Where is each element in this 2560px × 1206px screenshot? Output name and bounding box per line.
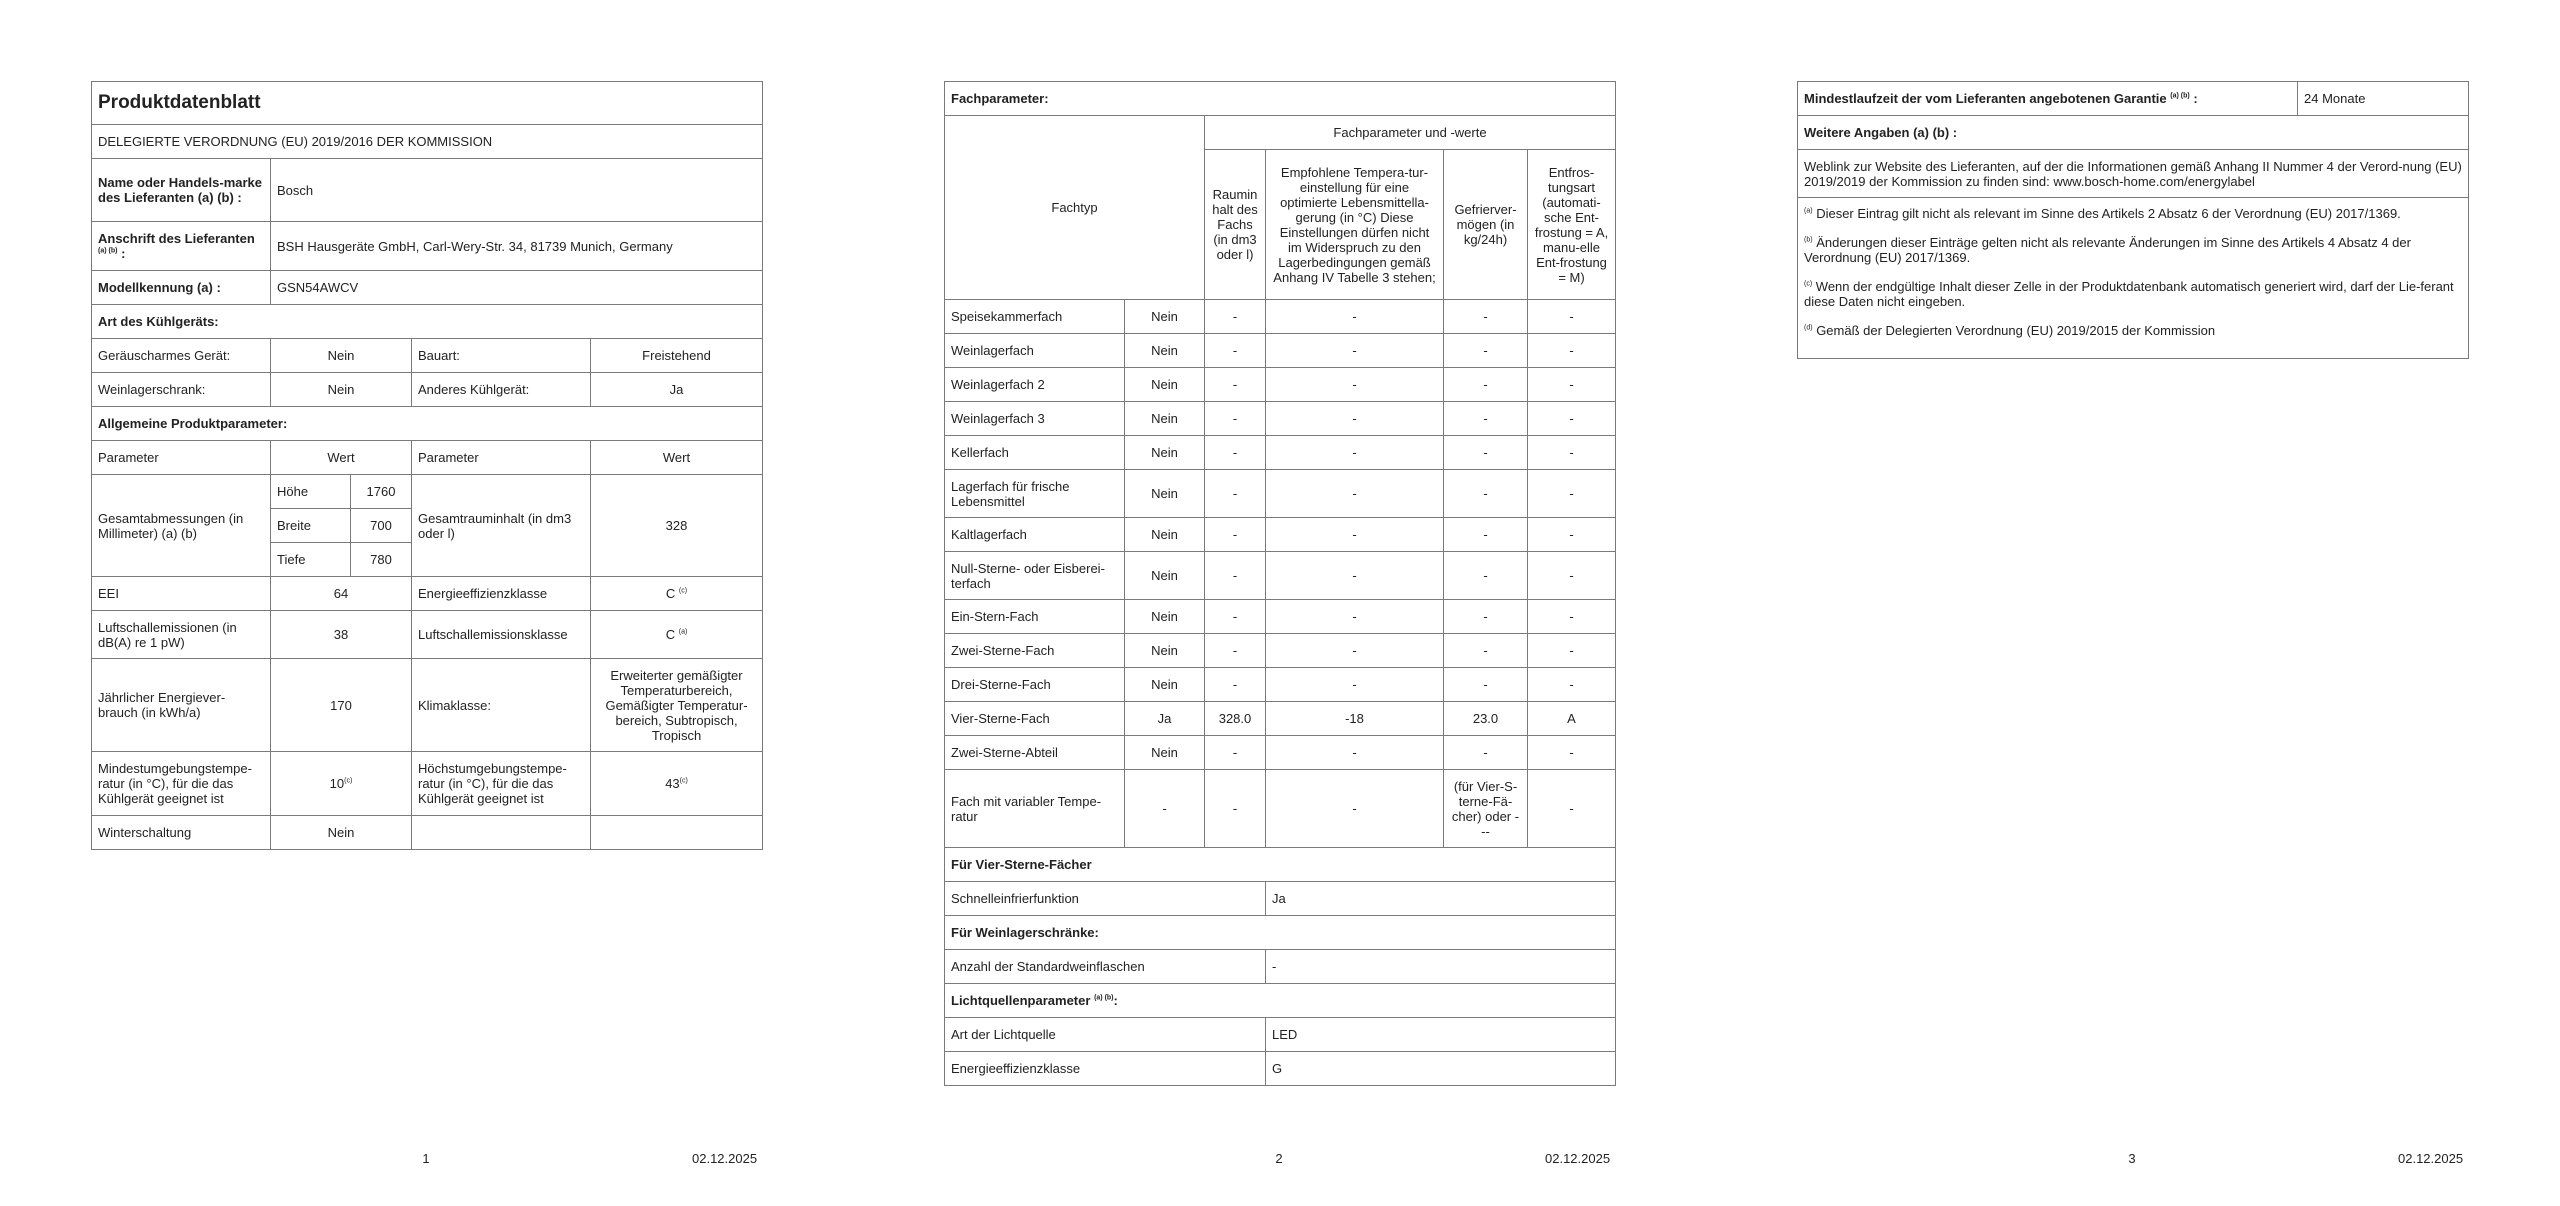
noise-label: Luftschallemissionen (in dB(A) re 1 pW) <box>92 611 271 659</box>
footnote-marker: (a) (b) <box>2170 92 2190 100</box>
other-appliance-label: Anderes Kühlgerät: <box>412 373 591 407</box>
col-header-value: Wert <box>271 441 412 475</box>
footnote-marker: (c) <box>1804 280 1813 288</box>
compartment-temperature: - <box>1266 736 1444 770</box>
compartment-volume: - <box>1205 600 1266 634</box>
noise-class-value: C $^{(a)}$ <box>591 611 763 659</box>
warranty-value: 24 Monate <box>2298 82 2469 116</box>
section-header-four-star: Für Vier-Sterne-Fächer <box>945 848 1616 882</box>
footnote-marker: (b) <box>1804 236 1813 244</box>
page-date: 02.12.2025 <box>2398 1151 2464 1166</box>
compartment-freezing: - <box>1444 368 1528 402</box>
compartment-freezing: - <box>1444 736 1528 770</box>
compartment-present: Nein <box>1125 668 1205 702</box>
footnote-list <box>1804 206 2462 338</box>
compartment-freezing: - <box>1444 634 1528 668</box>
width-value: 700 <box>351 509 412 543</box>
footnote-marker: (a) <box>1804 207 1813 215</box>
compartment-present: Nein <box>1125 634 1205 668</box>
compartment-row <box>945 300 1616 334</box>
winter-value: Nein <box>271 816 412 850</box>
light-class-value: G <box>1266 1052 1616 1086</box>
depth-label: Tiefe <box>271 543 351 577</box>
footnote-text: Dieser Eintrag gilt nicht als relevant im Sinne des Artikels 2 Absatz 6 der Verordnung (EU) 2017/1369. <box>1816 206 2401 221</box>
volume-value: 328 <box>591 475 763 577</box>
model-label: Modellkennung (a) : <box>92 271 271 305</box>
bottles-label: Anzahl der Standardweinflaschen <box>945 950 1266 984</box>
col-header-volume: Raumin halt des Fachs (in dm3 oder l) <box>1205 150 1266 300</box>
compartment-present: Nein <box>1125 518 1205 552</box>
wine-cabinet-label: Weinlagerschrank: <box>92 373 271 407</box>
quick-freeze-value: Ja <box>1266 882 1616 916</box>
compartment-temperature: - <box>1266 470 1444 518</box>
compartment-temperature: - <box>1266 436 1444 470</box>
col-group-header: Fachparameter und -werte <box>1205 116 1616 150</box>
compartment-present: Nein <box>1125 600 1205 634</box>
compartment-temperature: - <box>1266 368 1444 402</box>
compartment-volume: - <box>1205 334 1266 368</box>
section-header-general: Allgemeine Produktparameter: <box>92 407 763 441</box>
winter-label: Winterschaltung <box>92 816 271 850</box>
empty-cell <box>412 816 591 850</box>
compartment-row <box>945 518 1616 552</box>
page-title: Produktdatenblatt <box>92 82 763 125</box>
max-temp-value: 43$^{(c)}$ <box>591 752 763 816</box>
section-header-type: Art des Kühlgeräts: <box>92 305 763 339</box>
footnote-marker: (c) <box>678 587 688 595</box>
height-value: 1760 <box>351 475 412 509</box>
compartment-name: Speisekammerfach <box>945 300 1125 334</box>
compartment-freezing: - <box>1444 300 1528 334</box>
compartment-name: Zwei-Sterne-Abteil <box>945 736 1125 770</box>
col-header-parameter: Parameter <box>92 441 271 475</box>
compartment-name: Null-Sterne- oder Eisberei-terfach <box>945 552 1125 600</box>
empty-cell <box>591 816 763 850</box>
col-header-freezing: Gefrierver-mögen (in kg/24h) <box>1444 150 1528 300</box>
build-value: Freistehend <box>591 339 763 373</box>
footnotes <box>1798 198 2469 359</box>
footnote-marker: (a) (b) <box>1094 994 1114 1002</box>
energy-class-value: C $^{(c)}$ <box>591 577 763 611</box>
wine-cabinet-value: Nein <box>271 373 412 407</box>
annual-consumption-label: Jährlicher Energiever-brauch (in kWh/a) <box>92 659 271 752</box>
additional-info-table <box>1797 81 2469 359</box>
compartment-defrost: - <box>1528 770 1616 848</box>
datasheet-page-2 <box>944 81 1615 1086</box>
compartment-volume: - <box>1205 736 1266 770</box>
compartment-name: Drei-Sterne-Fach <box>945 668 1125 702</box>
compartment-freezing: - <box>1444 402 1528 436</box>
compartment-name: Lagerfach für frische Lebensmittel <box>945 470 1125 518</box>
compartment-freezing: - <box>1444 668 1528 702</box>
other-appliance-value: Ja <box>591 373 763 407</box>
compartment-defrost: - <box>1528 368 1616 402</box>
compartment-present: Nein <box>1125 368 1205 402</box>
compartment-freezing: - <box>1444 600 1528 634</box>
compartment-volume: - <box>1205 470 1266 518</box>
compartment-row <box>945 334 1616 368</box>
noise-class-label: Luftschallemissionsklasse <box>412 611 591 659</box>
compartment-rows <box>945 300 1616 848</box>
max-temp-label: Höchstumgebungstempe-ratur (in °C), für die das Kühlgerät geeignet ist <box>412 752 591 816</box>
section-header-compartments: Fachparameter: <box>945 82 1616 116</box>
compartment-volume: - <box>1205 300 1266 334</box>
compartment-volume: - <box>1205 402 1266 436</box>
footnote-text: Gemäß der Delegierten Verordnung (EU) 2019/2015 der Kommission <box>1816 323 2216 338</box>
compartment-defrost: - <box>1528 600 1616 634</box>
footnote-marker: (a) <box>678 628 688 636</box>
compartment-row <box>945 402 1616 436</box>
compartment-temperature: - <box>1266 402 1444 436</box>
quiet-value: Nein <box>271 339 412 373</box>
compartment-row <box>945 770 1616 848</box>
climate-class-value: Erweiterter gemäßigter Temperaturbereich, Gemäßigter Temperatur-bereich, Subtropisch, Tropisch <box>591 659 763 752</box>
build-label: Bauart: <box>412 339 591 373</box>
quiet-label: Geräuscharmes Gerät: <box>92 339 271 373</box>
section-header-more-info: Weitere Angaben (a) (b) : <box>1798 116 2469 150</box>
compartment-temperature: - <box>1266 600 1444 634</box>
page-date: 02.12.2025 <box>1545 1151 1611 1166</box>
compartment-temperature: -18 <box>1266 702 1444 736</box>
compartment-defrost: A <box>1528 702 1616 736</box>
col-header-parameter: Parameter <box>412 441 591 475</box>
page-number: 2 <box>1275 1151 1283 1166</box>
compartment-defrost: - <box>1528 518 1616 552</box>
compartment-volume: - <box>1205 770 1266 848</box>
compartment-defrost: - <box>1528 668 1616 702</box>
compartment-name: Weinlagerfach 3 <box>945 402 1125 436</box>
product-datasheet-table <box>91 81 763 850</box>
height-label: Höhe <box>271 475 351 509</box>
compartment-present: Nein <box>1125 402 1205 436</box>
min-temp-label: Mindestumgebungstempe-ratur (in °C), für die das Kühlgerät geeignet ist <box>92 752 271 816</box>
compartment-name: Weinlagerfach 2 <box>945 368 1125 402</box>
footnote <box>1804 206 2462 221</box>
footnote-marker: (a) (b) <box>98 247 118 255</box>
light-type-value: LED <box>1266 1018 1616 1052</box>
noise-value: 38 <box>271 611 412 659</box>
compartment-defrost: - <box>1528 300 1616 334</box>
col-header-temperature: Empfohlene Tempera-tur-einstellung für eine optimierte Lebensmittella-gerung (in °C) Diese Einstellungen dürfen nicht im Widerspruch zu den Lagerbedingungen gemäß Anhang IV Tabelle 3 stehen; <box>1266 150 1444 300</box>
compartment-temperature: - <box>1266 770 1444 848</box>
compartment-temperature: - <box>1266 552 1444 600</box>
compartment-name: Kellerfach <box>945 436 1125 470</box>
light-class-label: Energieeffizienzklasse <box>945 1052 1266 1086</box>
compartment-present: Nein <box>1125 736 1205 770</box>
quick-freeze-label: Schnelleinfrierfunktion <box>945 882 1266 916</box>
compartment-row <box>945 702 1616 736</box>
compartment-defrost: - <box>1528 470 1616 518</box>
volume-label: Gesamtrauminhalt (in dm3 oder l) <box>412 475 591 577</box>
warranty-label: Mindestlaufzeit der vom Lieferanten angebotenen Garantie $^{(a) (b)}$ : <box>1798 82 2298 116</box>
width-label: Breite <box>271 509 351 543</box>
compartment-defrost: - <box>1528 402 1616 436</box>
compartment-temperature: - <box>1266 634 1444 668</box>
compartment-present: Nein <box>1125 300 1205 334</box>
compartment-volume: - <box>1205 634 1266 668</box>
compartment-temperature: - <box>1266 300 1444 334</box>
footnote <box>1804 323 2462 338</box>
model-value: GSN54AWCV <box>271 271 763 305</box>
light-type-label: Art der Lichtquelle <box>945 1018 1266 1052</box>
compartment-name: Vier-Sterne-Fach <box>945 702 1125 736</box>
datasheet-page-1 <box>91 81 762 850</box>
compartment-defrost: - <box>1528 552 1616 600</box>
compartment-volume: - <box>1205 552 1266 600</box>
compartment-freezing: - <box>1444 334 1528 368</box>
compartment-present: Ja <box>1125 702 1205 736</box>
compartment-present: Nein <box>1125 436 1205 470</box>
compartment-present: Nein <box>1125 470 1205 518</box>
bottles-value: - <box>1266 950 1616 984</box>
compartment-defrost: - <box>1528 334 1616 368</box>
compartment-row <box>945 600 1616 634</box>
footnote-marker: (c) <box>344 777 353 785</box>
page-date: 02.12.2025 <box>692 1151 758 1166</box>
weblink-text: Weblink zur Website des Lieferanten, auf der die Informationen gemäß Anhang II Nummer 4 der Verord-nung (EU) 2019/2019 der Kommission zu finden sind: www.bosch-home.com/energylabel <box>1798 150 2469 198</box>
compartment-freezing: - <box>1444 552 1528 600</box>
section-header-wine: Für Weinlagerschränke: <box>945 916 1616 950</box>
compartment-row <box>945 736 1616 770</box>
compartment-row <box>945 552 1616 600</box>
brand-label: Name oder Handels-marke des Lieferanten (a) (b) : <box>92 159 271 222</box>
col-header-value: Wert <box>591 441 763 475</box>
page-number: 3 <box>2128 1151 2136 1166</box>
footnote-text: Änderungen dieser Einträge gelten nicht als relevante Änderungen im Sinne des Artikels 4 Absatz 4 der Verordnung (EU) 2017/1369. <box>1804 235 2411 265</box>
footnote <box>1804 279 2462 309</box>
compartment-name: Weinlagerfach <box>945 334 1125 368</box>
datasheet-page-3 <box>1797 81 2468 359</box>
compartment-volume: - <box>1205 518 1266 552</box>
compartment-row <box>945 668 1616 702</box>
footnote-marker: (c) <box>679 777 688 785</box>
compartment-volume: - <box>1205 436 1266 470</box>
compartment-defrost: - <box>1528 736 1616 770</box>
brand-value: Bosch <box>271 159 763 222</box>
compartment-volume: 328.0 <box>1205 702 1266 736</box>
compartment-row <box>945 368 1616 402</box>
compartment-name: Fach mit variabler Tempe-ratur <box>945 770 1125 848</box>
compartment-volume: - <box>1205 668 1266 702</box>
eei-label: EEI <box>92 577 271 611</box>
col-header-defrost: Entfros-tungsart (automati-sche Ent-frostung = A, manu-elle Ent-frostung = M) <box>1528 150 1616 300</box>
compartment-present: Nein <box>1125 552 1205 600</box>
energy-class-label: Energieeffizienzklasse <box>412 577 591 611</box>
compartment-row <box>945 634 1616 668</box>
compartment-freezing: - <box>1444 470 1528 518</box>
compartment-temperature: - <box>1266 668 1444 702</box>
regulation-text: DELEGIERTE VERORDNUNG (EU) 2019/2016 DER KOMMISSION <box>92 125 763 159</box>
compartment-name: Kaltlagerfach <box>945 518 1125 552</box>
compartment-freezing: - <box>1444 518 1528 552</box>
compartment-temperature: - <box>1266 518 1444 552</box>
climate-class-label: Klimaklasse: <box>412 659 591 752</box>
compartment-defrost: - <box>1528 634 1616 668</box>
min-temp-value: 10$^{(c)}$ <box>271 752 412 816</box>
compartment-present: - <box>1125 770 1205 848</box>
compartment-name: Zwei-Sterne-Fach <box>945 634 1125 668</box>
footnote-text: Wenn der endgültige Inhalt dieser Zelle in der Produktdatenbank automatisch generiert wird, darf der Lie-ferant diese Daten nicht eingeben. <box>1804 279 2454 309</box>
compartment-table <box>944 81 1616 1086</box>
eei-value: 64 <box>271 577 412 611</box>
depth-value: 780 <box>351 543 412 577</box>
compartment-freezing: 23.0 <box>1444 702 1528 736</box>
dimensions-label: Gesamtabmessungen (in Millimeter) (a) (b) <box>92 475 271 577</box>
col-header-fachtyp: Fachtyp <box>945 116 1205 300</box>
compartment-freezing: (für Vier-S-terne-Fä-cher) oder --- <box>1444 770 1528 848</box>
compartment-row <box>945 436 1616 470</box>
page-number: 1 <box>422 1151 430 1166</box>
compartment-temperature: - <box>1266 334 1444 368</box>
address-label: Anschrift des Lieferanten $^{(a) (b)}$ : <box>92 222 271 271</box>
compartment-name: Ein-Stern-Fach <box>945 600 1125 634</box>
footnote-marker: (d) <box>1804 324 1813 332</box>
compartment-volume: - <box>1205 368 1266 402</box>
compartment-row <box>945 470 1616 518</box>
address-value: BSH Hausgeräte GmbH, Carl-Wery-Str. 34, 81739 Munich, Germany <box>271 222 763 271</box>
compartment-freezing: - <box>1444 436 1528 470</box>
compartment-defrost: - <box>1528 436 1616 470</box>
section-header-light: Lichtquellenparameter $^{(a) (b)}$: <box>945 984 1616 1018</box>
compartment-present: Nein <box>1125 334 1205 368</box>
annual-consumption-value: 170 <box>271 659 412 752</box>
footnote <box>1804 235 2462 265</box>
